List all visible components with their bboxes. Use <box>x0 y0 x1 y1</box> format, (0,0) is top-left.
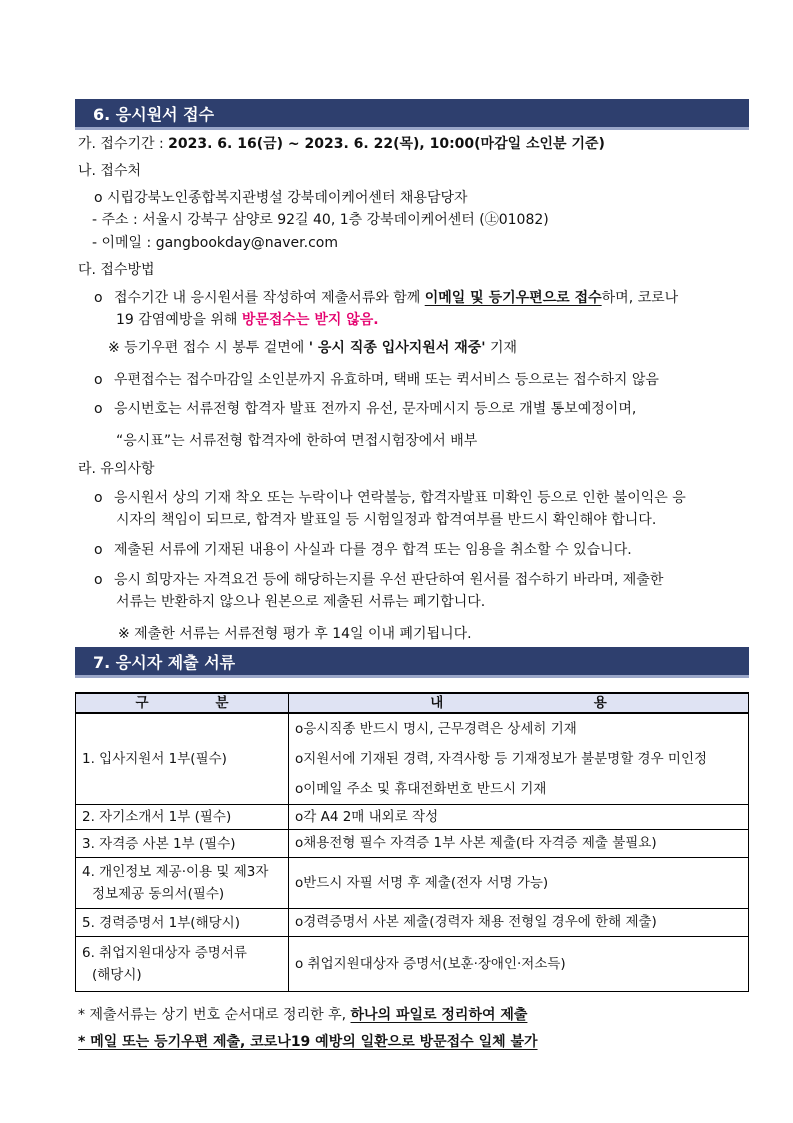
notes-disposal-note: ※ 제출한 서류는 서류전형 평가 후 14일 이내 폐기됩니다. <box>118 626 472 642</box>
table-row <box>76 937 749 992</box>
method-item-2 <box>94 370 659 390</box>
notes-item-1-text: 응시원서 상의 기재 착오 또는 누락이나 연락불능, 합격자발표 미확인 등으로 인한 불이익은 응 <box>114 490 686 506</box>
section6-title: 6. 응시원서 접수 <box>93 105 215 124</box>
row-label <box>76 858 289 909</box>
table-row <box>76 858 749 909</box>
table-row <box>76 713 749 805</box>
bullet-icon: o <box>94 372 103 388</box>
table-row <box>76 805 749 830</box>
table-row <box>76 830 749 858</box>
reception-place-item: o 시립강북노인종합복지관병설 강북데이케어센터 채용담당자 <box>94 190 468 206</box>
reception-address: - 주소 : 서울시 강북구 삼양로 92길 40, 1층 강북데이케어센터 (㊤01082) <box>92 212 549 228</box>
method-item-1-text-c: 하며, 코로나 <box>601 290 679 306</box>
method-item-2-text: 우편접수는 접수마감일 소인분까지 유효하며, 택배 또는 퀵서비스 등으로는 접수하지 않음 <box>114 372 659 388</box>
reception-place-label: 나. 접수처 <box>78 163 141 179</box>
footnote-1 <box>78 1005 527 1025</box>
method-item-1-text-d: 19 감염예방을 위해 <box>116 312 242 328</box>
no-visit-notice: 방문접수는 받지 않음. <box>241 312 379 328</box>
row-content: o채용전형 필수 자격증 1부 사본 제출(타 자격증 제출 불필요) <box>289 830 749 858</box>
table-header-row <box>76 693 749 713</box>
reception-email: - 이메일 : gangbookday@naver.com <box>92 235 338 251</box>
notes-item-1 <box>94 488 686 508</box>
row-label: 3. 자격증 사본 1부 (필수) <box>76 830 289 858</box>
notes-item-3 <box>94 570 663 590</box>
method-item-3 <box>94 399 636 419</box>
header-content <box>289 693 749 713</box>
row-content <box>289 713 749 805</box>
row-label-line: 4. 개인정보 제공·이용 및 제3자 <box>82 864 269 880</box>
required-documents-table <box>75 692 749 992</box>
reception-method-label: 다. 접수방법 <box>78 262 155 278</box>
header-content-char1: 내 <box>430 695 444 711</box>
reception-period <box>78 134 605 154</box>
footnote-1-text: * 제출서류는 상기 번호 순서대로 정리한 후, <box>78 1007 351 1023</box>
row-label: 5. 경력증명서 1부(해당시) <box>76 909 289 937</box>
row-content: o경력증명서 사본 제출(경력자 채용 전형일 경우에 한해 제출) <box>289 909 749 937</box>
method-item-1 <box>94 288 678 308</box>
bullet-icon: o <box>94 401 103 417</box>
row-content: o 취업지원대상자 증명서(보훈·장애인·저소득) <box>289 937 749 992</box>
reception-period-value: 2023. 6. 16(금) ~ 2023. 6. 22(목), 10:00(마감일 소인분 기준) <box>168 136 605 152</box>
row-label: 1. 입사지원서 1부(필수) <box>76 713 289 805</box>
row-label <box>76 937 289 992</box>
section7-header <box>75 647 749 678</box>
row-content-line: o응시직종 반드시 명시, 근무경력은 상세히 기재 <box>295 721 577 737</box>
method-item-1-cont <box>116 310 379 330</box>
header-category-char1: 구 <box>135 695 149 711</box>
header-category-char2: 분 <box>215 695 229 711</box>
section7-title: 7. 응시자 제출 서류 <box>93 653 236 672</box>
bullet-icon: o <box>94 290 103 306</box>
notes-item-2-text: 제출된 서류에 기재된 내용이 사실과 다를 경우 합격 또는 임용을 취소할 수 있습니다. <box>114 542 632 558</box>
method-note-emphasis: ' 응시 직종 입사지원서 재중' <box>308 340 486 356</box>
method-note <box>108 338 517 358</box>
row-content-line: o지원서에 기재된 경력, 자격사항 등 기재정보가 불분명할 경우 미인정 <box>295 751 708 767</box>
row-label-line: (해당시) <box>92 967 142 983</box>
row-content-line: o이메일 주소 및 휴대전화번호 반드시 기재 <box>295 781 547 797</box>
method-note-text-a: ※ 등기우편 접수 시 봉투 겉면에 <box>108 340 309 356</box>
method-item-3-text: 응시번호는 서류전형 합격자 발표 전까지 유선, 문자메시지 등으로 개별 통보예정이며, <box>114 401 637 417</box>
header-category <box>76 693 289 713</box>
row-content: o각 A4 2매 내외로 작성 <box>289 805 749 830</box>
row-label-line: 정보제공 동의서(필수) <box>92 886 225 902</box>
table-row <box>76 909 749 937</box>
method-item-3-cont: “응시표”는 서류전형 합격자에 한하여 면접시험장에서 배부 <box>116 433 478 449</box>
footnote-2: * 메일 또는 등기우편 제출, 코로나19 예방의 일환으로 방문접수 일체 불가 <box>78 1034 538 1050</box>
bullet-icon: o <box>94 572 103 588</box>
method-note-text-c: 기재 <box>485 340 518 356</box>
method-item-1-emphasis: 이메일 및 등기우편으로 접수 <box>424 290 602 306</box>
bullet-icon: o <box>94 490 103 506</box>
reception-period-label: 가. 접수기간 : <box>78 136 164 152</box>
header-content-char2: 용 <box>593 695 607 711</box>
section6-header <box>75 99 749 130</box>
bullet-icon: o <box>94 542 103 558</box>
row-label-line: 6. 취업지원대상자 증명서류 <box>82 945 247 961</box>
notes-item-1-cont: 시자의 책임이 되므로, 합격자 발표일 등 시험일정과 합격여부를 반드시 확인해야 합니다. <box>116 512 657 528</box>
notes-item-3-cont: 서류는 반환하지 않으나 원본으로 제출된 서류는 폐기합니다. <box>116 594 486 610</box>
notes-label: 라. 유의사항 <box>78 461 155 477</box>
row-label: 2. 자기소개서 1부 (필수) <box>76 805 289 830</box>
footnote-1-emphasis: 하나의 파일로 정리하여 제출 <box>350 1007 528 1023</box>
notes-item-3-text: 응시 희망자는 자격요건 등에 해당하는지를 우선 판단하여 원서를 접수하기 바라며, 제출한 <box>114 572 664 588</box>
row-content: o반드시 자필 서명 후 제출(전자 서명 가능) <box>289 858 749 909</box>
method-item-1-text-a: 접수기간 내 응시원서를 작성하여 제출서류와 함께 <box>114 290 425 306</box>
notes-item-2 <box>94 540 632 560</box>
